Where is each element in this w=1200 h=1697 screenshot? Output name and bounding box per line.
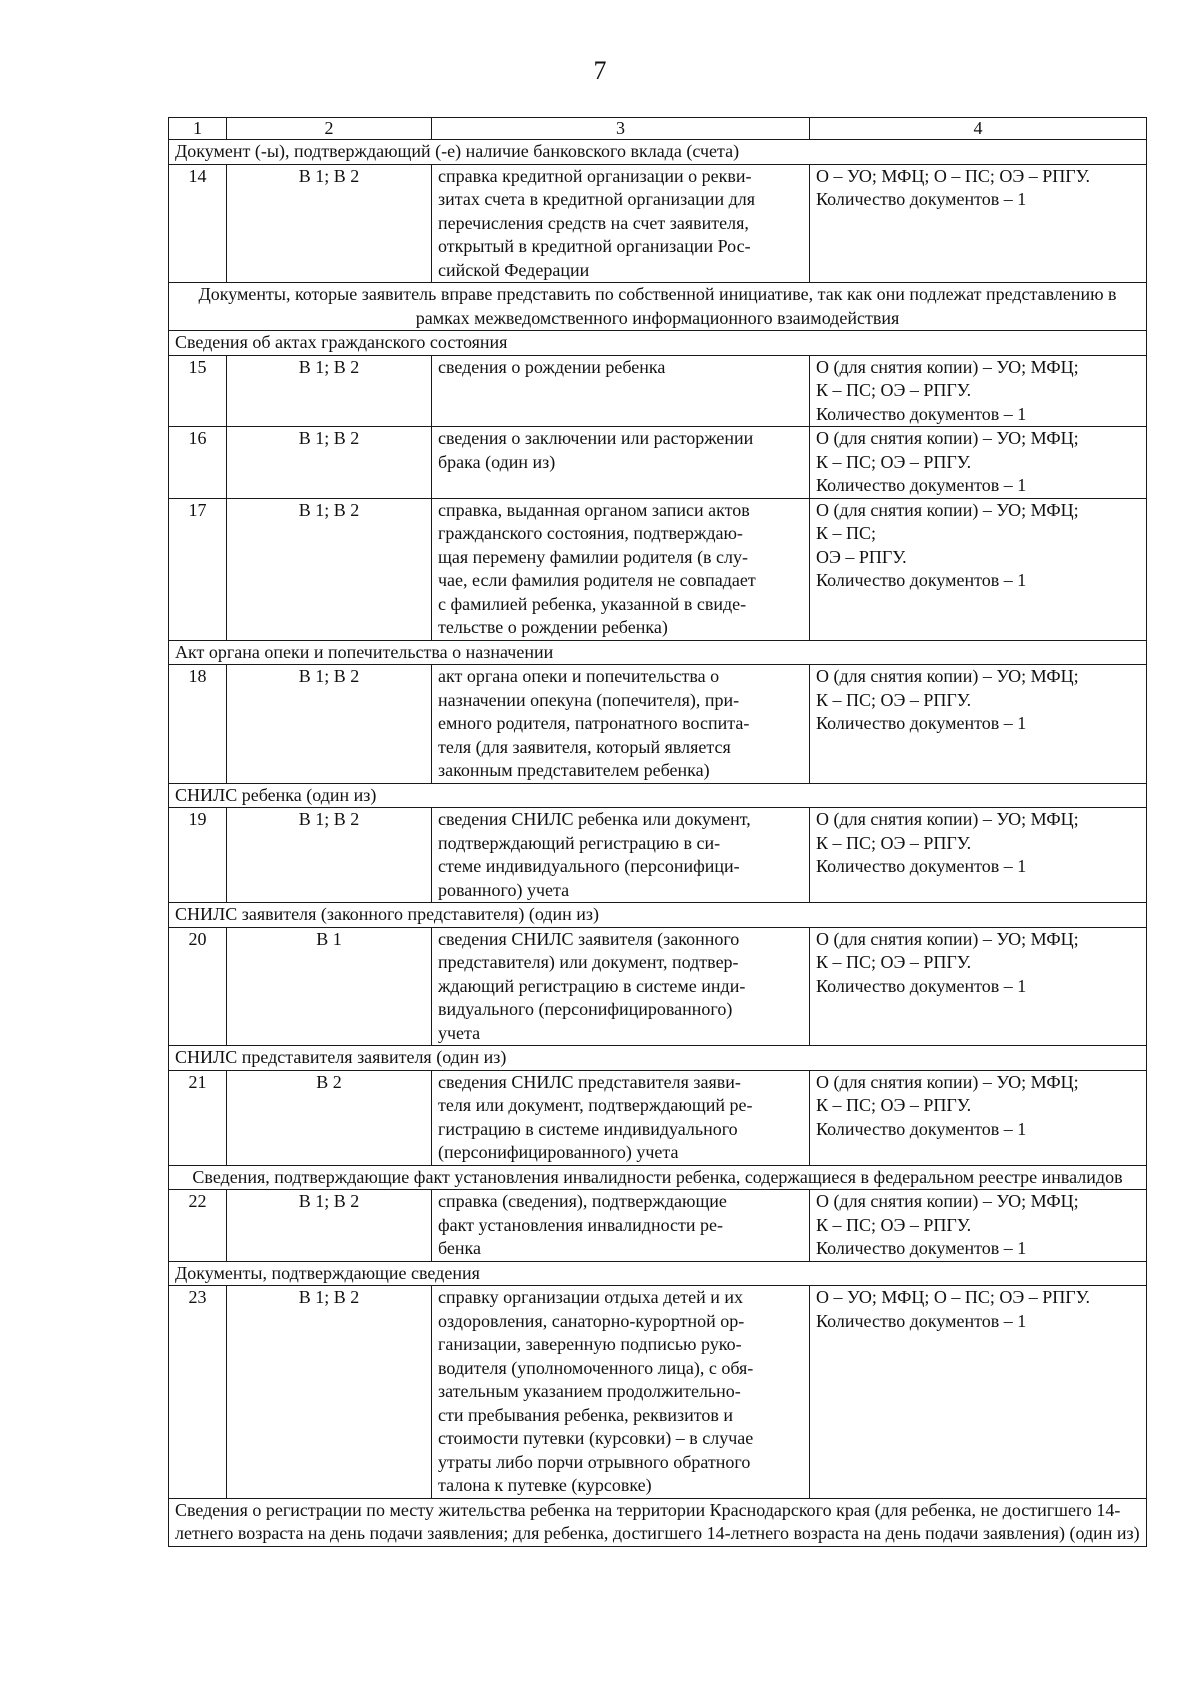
section-heading: Документы, подтверждающие сведения bbox=[169, 1261, 1147, 1286]
header-cell: 4 bbox=[810, 118, 1147, 140]
submission-requirements bbox=[810, 164, 1147, 283]
row-number: 23 bbox=[169, 1286, 227, 1499]
header-cell: 3 bbox=[432, 118, 810, 140]
requirement-line: О (для снятия копии) – УО; МФЦ; bbox=[816, 809, 1079, 829]
requirement-line: Количество документов – 1 bbox=[816, 1310, 1027, 1331]
row-number: 21 bbox=[169, 1070, 227, 1165]
section-heading: Сведения об актах гражданского состояния bbox=[169, 331, 1147, 356]
document-description bbox=[432, 164, 810, 283]
description-line: гражданского состояния, подтверждаю- bbox=[438, 523, 743, 543]
section-heading-row bbox=[169, 783, 1147, 808]
description-line: сведения о рождении ребенка bbox=[438, 356, 666, 377]
requirement-line: О (для снятия копии) – УО; МФЦ; bbox=[816, 428, 1079, 448]
table-row bbox=[169, 1286, 1147, 1499]
table-row bbox=[169, 498, 1147, 640]
description-line: тельстве о рождении ребенка) bbox=[438, 617, 668, 637]
section-heading: Документ (-ы), подтверждающий (-е) наличие банковского вклада (счета) bbox=[169, 140, 1147, 165]
applicant-category: В 1; В 2 bbox=[227, 427, 432, 499]
description-line: (персонифицированного) учета bbox=[438, 1142, 679, 1162]
description-line: емного родителя, патронатного воспита- bbox=[438, 713, 750, 733]
description-line: сти пребывания ребенка, реквизитов и bbox=[438, 1404, 734, 1425]
table-header-row bbox=[169, 118, 1147, 140]
requirement-line: К – ПС; ОЭ – РПГУ. bbox=[816, 832, 972, 853]
applicant-category: В 1; В 2 bbox=[227, 1286, 432, 1499]
requirement-line: Количество документов – 1 bbox=[816, 475, 1027, 495]
description-line: щая перемену фамилии родителя (в слу- bbox=[438, 546, 749, 567]
requirement-line: К – ПС; ОЭ – РПГУ. bbox=[816, 380, 972, 400]
requirement-line: К – ПС; ОЭ – РПГУ. bbox=[816, 689, 972, 710]
requirement-line: ОЭ – РПГУ. bbox=[816, 546, 907, 567]
description-line: открытый в кредитной организации Рос- bbox=[438, 236, 751, 256]
requirement-line: К – ПС; ОЭ – РПГУ. bbox=[816, 1095, 972, 1115]
description-line: зательным указанием продолжительно- bbox=[438, 1381, 741, 1401]
section-heading-row bbox=[169, 1165, 1147, 1190]
description-line: зитах счета в кредитной организации для bbox=[438, 189, 756, 209]
section-heading: Акт органа опеки и попечительства о назначении bbox=[169, 640, 1147, 665]
description-line: справка (сведения), подтверждающие bbox=[438, 1191, 727, 1211]
description-line: подтверждающий регистрацию в си- bbox=[438, 832, 721, 853]
submission-requirements bbox=[810, 808, 1147, 903]
submission-requirements bbox=[810, 498, 1147, 640]
requirement-line: Количество документов – 1 bbox=[816, 403, 1027, 424]
submission-requirements bbox=[810, 1190, 1147, 1262]
description-line: факт установления инвалидности ре- bbox=[438, 1214, 724, 1235]
submission-requirements bbox=[810, 355, 1147, 427]
requirement-line: Количество документов – 1 bbox=[816, 1238, 1027, 1258]
requirement-line: К – ПС; ОЭ – РПГУ. bbox=[816, 451, 972, 472]
requirement-line: Количество документов – 1 bbox=[816, 189, 1027, 209]
applicant-category: В 1 bbox=[227, 927, 432, 1046]
requirement-line: О (для снятия копии) – УО; МФЦ; bbox=[816, 1191, 1079, 1211]
description-line: сведения СНИЛС заявителя (законного bbox=[438, 928, 740, 949]
row-number: 15 bbox=[169, 355, 227, 427]
section-heading-row bbox=[169, 1261, 1147, 1286]
applicant-category: В 1; В 2 bbox=[227, 1190, 432, 1262]
description-line: сийской Федерации bbox=[438, 259, 590, 280]
submission-requirements bbox=[810, 1070, 1147, 1165]
applicant-category: В 1; В 2 bbox=[227, 164, 432, 283]
submission-requirements bbox=[810, 1286, 1147, 1499]
description-line: утраты либо порчи отрывного обратного bbox=[438, 1451, 751, 1472]
requirement-line: О (для снятия копии) – УО; МФЦ; bbox=[816, 356, 1079, 377]
table-row bbox=[169, 927, 1147, 1046]
requirement-line: О – УО; МФЦ; О – ПС; ОЭ – РПГУ. bbox=[816, 165, 1090, 186]
requirement-line: Количество документов – 1 bbox=[816, 975, 1027, 996]
description-line: справка, выданная органом записи актов bbox=[438, 499, 750, 520]
section-heading: Документы, которые заявитель вправе представить по собственной инициативе, так как они подлежат представлению в рамках межведомственного информационного взаимодействия bbox=[169, 283, 1147, 331]
document-description bbox=[432, 1286, 810, 1499]
page-number: 7 bbox=[593, 56, 607, 85]
submission-requirements bbox=[810, 927, 1147, 1046]
row-number: 16 bbox=[169, 427, 227, 499]
row-number: 22 bbox=[169, 1190, 227, 1262]
description-line: ждающий регистрацию в системе инди- bbox=[438, 975, 746, 996]
description-line: брака (один из) bbox=[438, 451, 556, 472]
document-description bbox=[432, 665, 810, 784]
description-line: сведения СНИЛС представителя заяви- bbox=[438, 1071, 741, 1092]
requirement-line: Количество документов – 1 bbox=[816, 570, 1027, 590]
description-line: чае, если фамилия родителя не совпадает bbox=[438, 570, 756, 590]
document-description bbox=[432, 927, 810, 1046]
description-line: рованного) учета bbox=[438, 879, 570, 900]
description-line: оздоровления, санаторно-курортной ор- bbox=[438, 1310, 745, 1331]
description-line: справку организации отдыха детей и их bbox=[438, 1287, 744, 1307]
description-line: перечисления средств на счет заявителя, bbox=[438, 212, 749, 233]
section-heading-row bbox=[169, 331, 1147, 356]
section-heading-row bbox=[169, 283, 1147, 331]
header-cell: 2 bbox=[227, 118, 432, 140]
section-heading-row bbox=[169, 1498, 1147, 1546]
table-row bbox=[169, 665, 1147, 784]
description-line: сведения СНИЛС ребенка или документ, bbox=[438, 809, 751, 829]
requirement-line: О – УО; МФЦ; О – ПС; ОЭ – РПГУ. bbox=[816, 1287, 1090, 1307]
section-heading-row bbox=[169, 903, 1147, 928]
table-row bbox=[169, 164, 1147, 283]
section-heading: Сведения о регистрации по месту жительства ребенка на территории Краснодарского края (для ребенка, не достигшего 14-летнего возраста на день подачи заявления; для ребенка, достигшего 14-летнего возраста на день подачи заявления) (один из) bbox=[169, 1498, 1147, 1546]
table-row bbox=[169, 1070, 1147, 1165]
row-number: 18 bbox=[169, 665, 227, 784]
requirement-line: Количество документов – 1 bbox=[816, 856, 1027, 876]
document-description bbox=[432, 427, 810, 499]
requirement-line: О (для снятия копии) – УО; МФЦ; bbox=[816, 928, 1079, 949]
description-line: талона к путевке (курсовке) bbox=[438, 1475, 652, 1495]
description-line: сведения о заключении или расторжении bbox=[438, 428, 754, 448]
submission-requirements bbox=[810, 665, 1147, 784]
row-number: 19 bbox=[169, 808, 227, 903]
documents-table-body bbox=[169, 118, 1147, 1547]
header-cell: 1 bbox=[169, 118, 227, 140]
row-number: 17 bbox=[169, 498, 227, 640]
section-heading: СНИЛС ребенка (один из) bbox=[169, 783, 1147, 808]
applicant-category: В 1; В 2 bbox=[227, 665, 432, 784]
description-line: стеме индивидуального (персонифици- bbox=[438, 856, 740, 876]
description-line: представителя) или документ, подтвер- bbox=[438, 952, 739, 972]
requirement-line: О (для снятия копии) – УО; МФЦ; bbox=[816, 1071, 1079, 1092]
applicant-category: В 1; В 2 bbox=[227, 355, 432, 427]
table-row bbox=[169, 1190, 1147, 1262]
table-row bbox=[169, 427, 1147, 499]
applicant-category: В 1; В 2 bbox=[227, 808, 432, 903]
table-row bbox=[169, 355, 1147, 427]
document-description bbox=[432, 355, 810, 427]
description-line: видуального (персонифицированного) bbox=[438, 999, 733, 1019]
section-heading: СНИЛС представителя заявителя (один из) bbox=[169, 1046, 1147, 1071]
description-line: с фамилией ребенка, указанной в свиде- bbox=[438, 593, 747, 614]
requirement-line: К – ПС; bbox=[816, 523, 877, 543]
document-description bbox=[432, 808, 810, 903]
description-line: ганизации, заверенную подписью руко- bbox=[438, 1334, 742, 1354]
description-line: теля или документ, подтверждающий ре- bbox=[438, 1095, 753, 1115]
description-line: теля (для заявителя, который является bbox=[438, 736, 731, 757]
description-line: справка кредитной организации о рекви- bbox=[438, 165, 752, 186]
description-line: водителя (уполномоченного лица), с обя- bbox=[438, 1357, 754, 1378]
section-heading-row bbox=[169, 640, 1147, 665]
requirement-line: О (для снятия копии) – УО; МФЦ; bbox=[816, 499, 1079, 520]
documents-table bbox=[168, 117, 1147, 1547]
description-line: стоимости путевки (курсовки) – в случае bbox=[438, 1428, 754, 1448]
section-heading: Сведения, подтверждающие факт установления инвалидности ребенка, содержащиеся в федеральном реестре инвалидов bbox=[169, 1165, 1147, 1190]
requirement-line: О (для снятия копии) – УО; МФЦ; bbox=[816, 666, 1079, 686]
requirement-line: Количество документов – 1 bbox=[816, 713, 1027, 733]
section-heading-row bbox=[169, 140, 1147, 165]
description-line: акт органа опеки и попечительства о bbox=[438, 666, 720, 686]
submission-requirements bbox=[810, 427, 1147, 499]
applicant-category: В 1; В 2 bbox=[227, 498, 432, 640]
requirement-line: Количество документов – 1 bbox=[816, 1118, 1027, 1139]
document-description bbox=[432, 1190, 810, 1262]
table-row bbox=[169, 808, 1147, 903]
applicant-category: В 2 bbox=[227, 1070, 432, 1165]
section-heading-row bbox=[169, 1046, 1147, 1071]
description-line: законным представителем ребенка) bbox=[438, 760, 710, 780]
requirement-line: К – ПС; ОЭ – РПГУ. bbox=[816, 952, 972, 972]
row-number: 20 bbox=[169, 927, 227, 1046]
requirement-line: К – ПС; ОЭ – РПГУ. bbox=[816, 1214, 972, 1235]
description-line: гистрацию в системе индивидуального bbox=[438, 1118, 738, 1139]
description-line: бенка bbox=[438, 1238, 482, 1258]
description-line: назначении опекуна (попечителя), при- bbox=[438, 689, 740, 710]
description-line: учета bbox=[438, 1022, 481, 1043]
row-number: 14 bbox=[169, 164, 227, 283]
section-heading: СНИЛС заявителя (законного представителя) (один из) bbox=[169, 903, 1147, 928]
document-description bbox=[432, 498, 810, 640]
document-description bbox=[432, 1070, 810, 1165]
